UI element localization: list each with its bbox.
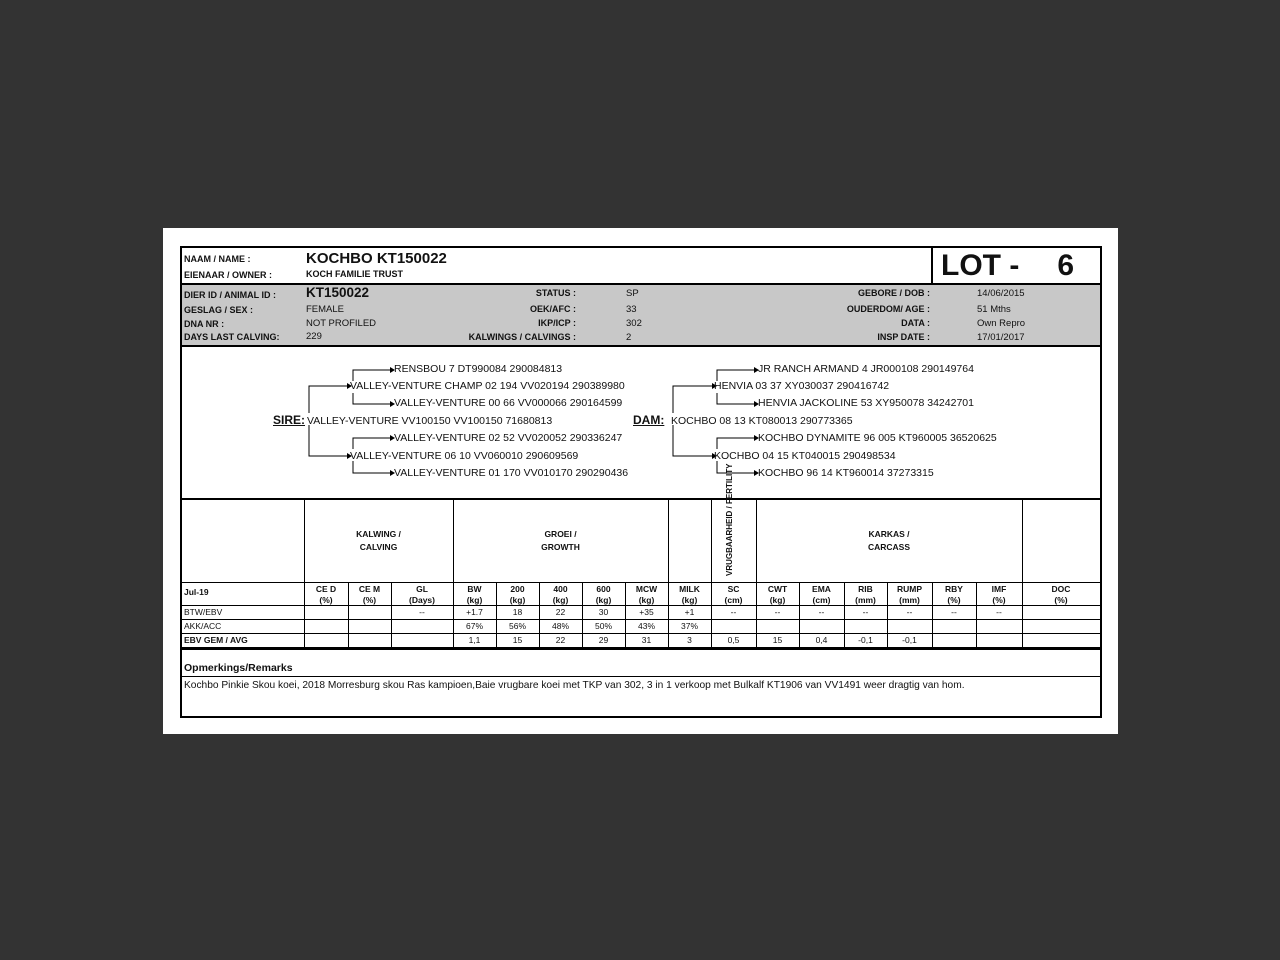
insp-label: INSP DATE : bbox=[877, 332, 930, 342]
connector-dam-sire bbox=[673, 386, 712, 413]
animal-name: KOCHBO KT150022 bbox=[306, 250, 447, 267]
calving-group-label bbox=[304, 528, 453, 554]
growth-group-label bbox=[453, 528, 668, 554]
table-cell: 31 bbox=[641, 635, 652, 645]
table-cell: +1 bbox=[684, 607, 695, 617]
column-header: CE D bbox=[315, 584, 337, 594]
column-header: IMF bbox=[991, 584, 1007, 594]
calvings-label: KALWINGS / CALVINGS : bbox=[468, 332, 576, 342]
group-separator bbox=[711, 500, 712, 647]
table-cell: 43% bbox=[637, 621, 655, 631]
carcass-group-line1: KARKAS / bbox=[868, 529, 910, 539]
dna-label: DNA NR : bbox=[184, 319, 225, 329]
column-unit: (mm) bbox=[899, 595, 920, 605]
table-cell: 50% bbox=[594, 621, 612, 631]
dob-label: GEBORE / DOB : bbox=[857, 288, 930, 298]
sire-dam: VALLEY-VENTURE 06 10 VV060010 290609569 bbox=[350, 450, 579, 462]
row-label: AKK/ACC bbox=[184, 621, 222, 631]
connector-sire-sire bbox=[309, 386, 347, 413]
table-cell: 18 bbox=[512, 607, 523, 617]
table-cell: 56% bbox=[508, 621, 526, 631]
group-separator bbox=[304, 500, 305, 647]
table-cell: 30 bbox=[598, 607, 609, 617]
lot-card bbox=[180, 246, 1102, 718]
column-header: EMA bbox=[812, 584, 831, 594]
days-value: 229 bbox=[306, 331, 322, 342]
calving-group-line1: KALWING / bbox=[356, 529, 401, 539]
lot-label: LOT - bbox=[941, 249, 1020, 282]
table-cell: +1.7 bbox=[466, 607, 483, 617]
animal-id-value: KT150022 bbox=[306, 285, 370, 300]
carcass-group-line2: CARCASS bbox=[867, 542, 911, 552]
connector-sd-sire bbox=[353, 438, 390, 449]
table-cell: 67% bbox=[465, 621, 483, 631]
remarks-label: Opmerkings/Remarks bbox=[184, 662, 293, 674]
column-header: 400 bbox=[553, 584, 568, 594]
dam-sire: HENVIA 03 37 XY030037 290416742 bbox=[714, 380, 890, 392]
column-header: CE M bbox=[358, 584, 381, 594]
growth-group-line2: GROWTH bbox=[541, 542, 580, 552]
connector-sire-dam bbox=[309, 425, 347, 456]
days-label: DAYS LAST CALVING: bbox=[184, 332, 280, 342]
row-separator bbox=[182, 633, 1100, 634]
column-unit: (kg) bbox=[595, 595, 612, 605]
ikp-label: IKP/ICP : bbox=[538, 318, 576, 328]
column-header: CWT bbox=[767, 584, 788, 594]
column-unit: (%) bbox=[947, 595, 961, 605]
dam-sire-dam: HENVIA JACKOLINE 53 XY950078 34242701 bbox=[758, 397, 974, 409]
column-unit: (kg) bbox=[509, 595, 526, 605]
dam-dam-dam: KOCHBO 96 14 KT960014 37273315 bbox=[758, 467, 934, 479]
name-label: NAAM / NAME : bbox=[184, 254, 251, 264]
sex-value: FEMALE bbox=[306, 304, 345, 315]
connector-ss-dam bbox=[353, 393, 390, 404]
dam-dam-sire: KOCHBO DYNAMITE 96 005 KT960005 36520625 bbox=[758, 432, 997, 444]
sire-label: SIRE: bbox=[273, 413, 306, 427]
table-cell: 1,1 bbox=[468, 635, 481, 645]
growth-group-line1: GROEI / bbox=[544, 529, 577, 539]
row-label: EBV GEM / AVG bbox=[184, 635, 248, 645]
row-separator bbox=[182, 619, 1100, 620]
fertility-group-label: VRUGBAARHEID / FERTILITY bbox=[725, 463, 734, 576]
table-cell: 0,4 bbox=[815, 635, 828, 645]
connector-ds-dam bbox=[717, 393, 754, 404]
owner-label: EIENAAR / OWNER : bbox=[184, 270, 273, 280]
table-cell: -- bbox=[862, 607, 869, 617]
sire-dam-dam: VALLEY-VENTURE 01 170 VV010170 290290436 bbox=[394, 467, 629, 479]
column-header: 200 bbox=[510, 584, 525, 594]
dam-sire-sire: JR RANCH ARMAND 4 JR000108 290149764 bbox=[758, 363, 974, 375]
owner-value: KOCH FAMILIE TRUST bbox=[306, 269, 403, 279]
table-cell: 22 bbox=[555, 607, 566, 617]
table-cell: 15 bbox=[512, 635, 523, 645]
column-unit: (%) bbox=[1054, 595, 1068, 605]
table-cell: 3 bbox=[687, 635, 692, 645]
column-unit: (kg) bbox=[466, 595, 483, 605]
dna-value: NOT PROFILED bbox=[306, 318, 377, 329]
oek-label: OEK/AFC : bbox=[530, 304, 576, 314]
catalog-sheet bbox=[163, 228, 1118, 734]
data-value: Own Repro bbox=[977, 318, 1026, 329]
row-separator bbox=[182, 605, 1100, 606]
age-label: OUDERDOM/ AGE : bbox=[846, 304, 930, 314]
column-header: RUMP bbox=[896, 584, 923, 594]
ikp-value: 302 bbox=[626, 318, 642, 329]
column-unit: (%) bbox=[992, 595, 1006, 605]
column-header: RIB bbox=[858, 584, 873, 594]
animal-id-label: DIER ID / ANIMAL ID : bbox=[184, 290, 276, 300]
table-cell: -- bbox=[774, 607, 781, 617]
insp-value: 17/01/2017 bbox=[977, 332, 1025, 343]
age-value: 51 Mths bbox=[977, 304, 1011, 315]
table-cell: -- bbox=[951, 607, 957, 617]
remarks-text: Kochbo Pinkie Skou koei, 2018 Morresburg skou Ras kampioen,Baie vrugbare koei met TKP van 302, 3 in 1 verkoop met Bulkalf KT1906 van VV1491 weer dragtig van hom. bbox=[184, 680, 965, 691]
group-separator bbox=[1022, 500, 1023, 647]
table-cell: -- bbox=[818, 607, 825, 617]
table-cell: 48% bbox=[551, 621, 569, 631]
column-unit: (kg) bbox=[769, 595, 786, 605]
column-unit: (kg) bbox=[681, 595, 698, 605]
table-cell: 15 bbox=[772, 635, 783, 645]
table-cell: +35 bbox=[639, 607, 654, 617]
table-cell: 37% bbox=[680, 621, 698, 631]
row-label: BTW/EBV bbox=[184, 607, 223, 617]
column-header: MCW bbox=[635, 584, 658, 594]
column-header: GL bbox=[416, 584, 428, 594]
column-unit: (Days) bbox=[409, 595, 435, 605]
sire-sire-dam: VALLEY-VENTURE 00 66 VV000066 290164599 bbox=[394, 397, 623, 409]
calving-group-line2: CALVING bbox=[359, 542, 398, 552]
dam-dam: KOCHBO 04 15 KT040015 290498534 bbox=[714, 450, 896, 462]
connector-dd-sire bbox=[717, 438, 754, 449]
column-header: DOC bbox=[1051, 584, 1071, 594]
table-cell: 29 bbox=[598, 635, 609, 645]
table-cell: -0,1 bbox=[902, 635, 917, 645]
column-unit: (%) bbox=[362, 595, 377, 605]
table-cell: -- bbox=[906, 607, 913, 617]
column-header: RBY bbox=[945, 584, 963, 594]
table-cell: -- bbox=[730, 607, 737, 617]
sire-dam-sire: VALLEY-VENTURE 02 52 VV020052 290336247 bbox=[394, 432, 623, 444]
column-unit: (cm) bbox=[812, 595, 831, 605]
column-header: 600 bbox=[596, 584, 611, 594]
row-separator bbox=[182, 582, 1100, 583]
connector-dam-dam bbox=[673, 425, 712, 456]
table-cell: -- bbox=[996, 607, 1002, 617]
column-unit: (kg) bbox=[552, 595, 569, 605]
status-value: SP bbox=[626, 288, 639, 299]
remarks-label-divider bbox=[182, 676, 1100, 677]
column-unit: (%) bbox=[319, 595, 333, 605]
connector-sd-dam bbox=[353, 461, 390, 473]
remarks-divider bbox=[182, 648, 1100, 650]
status-label: STATUS : bbox=[535, 288, 576, 298]
sire-sire-sire: RENSBOU 7 DT990084 290084813 bbox=[394, 363, 563, 375]
table-cell: 22 bbox=[555, 635, 566, 645]
calvings-value: 2 bbox=[626, 332, 632, 343]
column-unit: (mm) bbox=[855, 595, 876, 605]
group-separator bbox=[756, 500, 757, 647]
sex-label: GESLAG / SEX : bbox=[184, 305, 254, 315]
table-cell: -0,1 bbox=[858, 635, 873, 645]
data-label: DATA : bbox=[901, 318, 930, 328]
dam: KOCHBO 08 13 KT080013 290773365 bbox=[671, 415, 853, 427]
period-label: Jul-19 bbox=[184, 587, 209, 597]
lot-number: 6 bbox=[1057, 249, 1074, 282]
dam-label: DAM: bbox=[633, 413, 665, 427]
table-cell: 0,5 bbox=[727, 635, 740, 645]
sire: VALLEY-VENTURE VV100150 VV100150 71680813 bbox=[307, 415, 553, 427]
carcass-group-label bbox=[756, 528, 1022, 554]
connector-dd-dam bbox=[717, 461, 754, 473]
column-unit: (kg) bbox=[638, 595, 655, 605]
column-unit: (cm) bbox=[724, 595, 743, 605]
oek-value: 33 bbox=[626, 304, 637, 315]
table-cell: -- bbox=[419, 607, 425, 617]
column-header: MILK bbox=[679, 584, 700, 594]
column-header: BW bbox=[467, 584, 482, 594]
dob-value: 14/06/2015 bbox=[977, 288, 1025, 299]
sire-sire: VALLEY-VENTURE CHAMP 02 194 VV020194 290389980 bbox=[350, 380, 625, 392]
column-header: SC bbox=[727, 584, 740, 594]
